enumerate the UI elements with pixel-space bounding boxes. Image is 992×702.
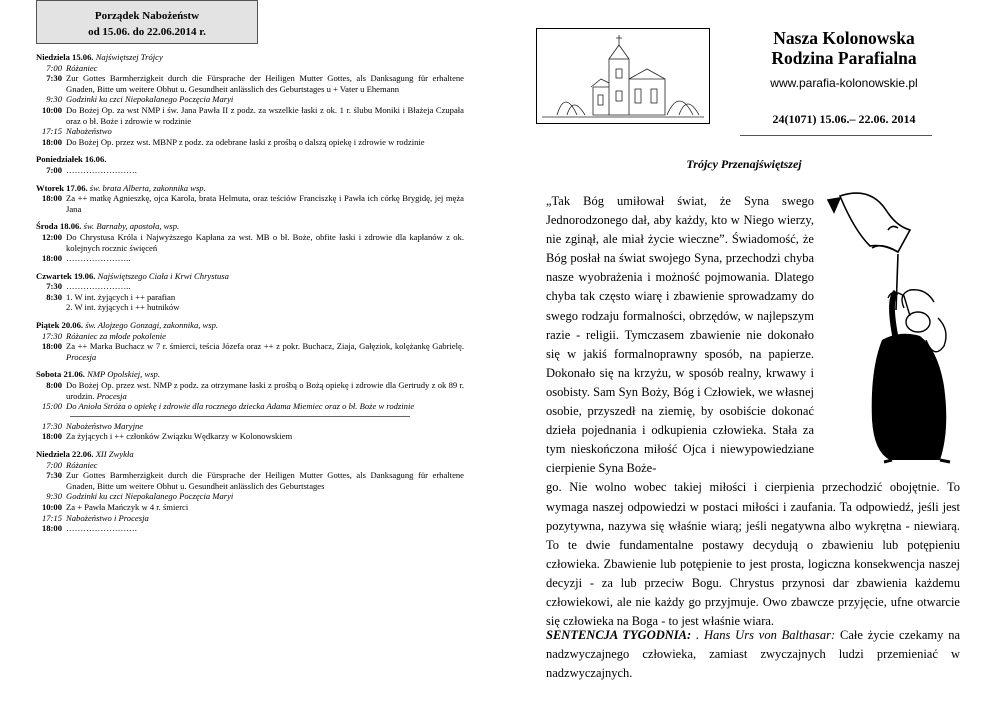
entry-intention bbox=[66, 513, 464, 524]
schedule-entry bbox=[36, 94, 464, 105]
entry-time: 18:00 bbox=[41, 523, 62, 534]
entry-text: Za + Pawła Mańczyk w 4 r. śmierci bbox=[66, 501, 189, 512]
entry-text: ………………….. bbox=[66, 281, 131, 292]
entry-procession-note: Procesja bbox=[96, 390, 127, 401]
entry-text: Nabożeństwo i Procesja bbox=[66, 512, 149, 523]
entry-intention bbox=[66, 523, 464, 534]
entry-time: 7:00 bbox=[46, 62, 62, 73]
schedule-entry bbox=[36, 126, 464, 137]
entry-time: 9:30 bbox=[46, 491, 62, 502]
masthead-divider bbox=[740, 135, 932, 136]
entry-text: ………………….. bbox=[66, 253, 131, 264]
entry-intention bbox=[66, 63, 464, 74]
entry-time: 8:30 bbox=[46, 291, 62, 302]
entry-intention bbox=[66, 165, 464, 176]
day-feast: NMP Opolskiej, wsp. bbox=[87, 369, 160, 380]
schedule-title: Porządek Nabożeństw bbox=[94, 10, 200, 22]
entry-intention bbox=[66, 470, 464, 491]
schedule-entry bbox=[36, 105, 464, 126]
masthead-title-line2: Rodzina Parafialna bbox=[771, 48, 917, 68]
entry-intention bbox=[66, 502, 464, 513]
schedule-day bbox=[36, 183, 464, 215]
feast-title: Trójcy Przenajświętszej bbox=[686, 157, 802, 171]
entry-time: 17:30 bbox=[41, 420, 62, 431]
issue-number: 24(1071) 15.06.– 22.06. 2014 bbox=[772, 112, 916, 126]
entry-text: Do Chrystusa Króla i Najwyższego Kapłana za wst. MB o bł. Boże, obfite łaski i zdrowie dla kapłanów z ok. kolejnych rocznic święceń bbox=[66, 231, 464, 253]
mass-schedule bbox=[36, 0, 464, 534]
schedule-day bbox=[36, 52, 464, 147]
entry-text: Zur Gottes Barmherzigkeit durch die Fürsprache der Heiligen Mutter Gottes, als Danksagung für erhaltene Gnaden, Bitte um weitere Obhut u. Gesundheit anlässlich des Geburtstages bbox=[66, 470, 464, 491]
entry-intention bbox=[66, 137, 464, 148]
schedule-entry bbox=[36, 292, 464, 303]
day-title bbox=[36, 449, 464, 460]
entry-intention bbox=[66, 401, 464, 412]
reflection-text-full: go. Nie wolno wobec takiej miłości i cierpienia przechodzić obojętnie. To wymaga naszej odpowiedzi w postaci miłości i zaufania. Ta odpowiedź, jeśli jest pozytywna, nazywa się właśnie wiarą; jeśli negatywna albo wykrętna - niewiarą. To te dwie fundamentalne postawy decydują o zbawieniu lub potępieniu człowieka. Zbawienie lub potępienie to jest prosta, logiczna konsekwencja naszej decyzji - za lub przeciw Bogu. Chrystus przynosi dar zbawienia każdemu człowiekowi, ale nie każdy go przyjmuje. Owo zbawcze przyjęcie, ufne otwarcie się człowieka na Boga - to jest właśnie wiara. bbox=[546, 480, 960, 629]
entry-time: 18:00 bbox=[41, 193, 62, 204]
entry-text: Do Bożej Op. za wst NMP i św. Jana Pawła II z podz. za wszelkie łaski z ok. 1 r. ślubu Moniki i Błażeja Czupała oraz o bł. Boże i zdrowie w rodzinie bbox=[66, 104, 464, 126]
day-date: Piątek 20.06. bbox=[36, 320, 84, 331]
day-date: Wtorek 17.06. bbox=[36, 182, 88, 193]
church-illustration bbox=[536, 28, 710, 124]
day-feast: Najświętszej Trójcy bbox=[95, 52, 163, 62]
schedule-header bbox=[36, 0, 258, 44]
day-date: Środa 18.06. bbox=[36, 221, 82, 232]
entry-intention bbox=[66, 491, 464, 502]
schedule-entry bbox=[36, 380, 464, 401]
day-feast: św. Barnaby, apostoła, wsp. bbox=[83, 221, 180, 232]
entry-text: Za ++ matkę Agnieszkę, ojca Karola, brata Helmuta, oraz teściów Franciszkę i Pawła ich córkę Brygidę, jej męża Jana bbox=[66, 193, 464, 214]
day-title bbox=[36, 183, 464, 194]
entry-time: 10:00 bbox=[41, 501, 62, 512]
entry-intention bbox=[66, 292, 464, 303]
entry-time: 7:30 bbox=[46, 470, 62, 481]
entry-time: 7:00 bbox=[46, 459, 62, 470]
entry-procession-note: Procesja bbox=[66, 351, 97, 362]
entry-intention bbox=[66, 331, 464, 342]
entry-time: 7:30 bbox=[46, 73, 62, 84]
entry-text: 1. W int. żyjących i ++ parafian bbox=[66, 291, 176, 302]
schedule-entry bbox=[36, 302, 464, 313]
entry-text: Za ++ Marka Buchacz w 7 r. śmierci, teścia Józefa oraz ++ z pokr. Buchacz, Ziaja, Gałęziok, kolężankę Gabrielę. bbox=[66, 341, 464, 352]
schedule-entry bbox=[36, 502, 464, 513]
day-date: Czwartek 19.06. bbox=[36, 270, 96, 281]
entry-intention bbox=[66, 380, 464, 401]
masthead-title-line1: Nasza Kolonowska bbox=[773, 28, 915, 48]
entry-time: 18:00 bbox=[41, 136, 62, 147]
entry-intention bbox=[66, 421, 464, 432]
entry-intention bbox=[66, 232, 464, 253]
entry-intention bbox=[66, 94, 464, 105]
sentence-of-week bbox=[546, 626, 960, 683]
entry-text: Różaniec za młode pokolenie bbox=[66, 330, 166, 341]
schedule-dates: od 15.06. do 22.06.2014 r. bbox=[88, 26, 206, 38]
schedule-entry bbox=[36, 232, 464, 253]
day-feast: XII Zwykła bbox=[95, 449, 134, 459]
schedule-entry bbox=[36, 470, 464, 491]
entry-intention bbox=[66, 281, 464, 292]
masthead bbox=[730, 28, 958, 127]
entry-time: 9:30 bbox=[46, 94, 62, 105]
schedule-entry bbox=[36, 193, 464, 214]
day-feast: św. Alojzego Gonzagi, zakonnika, wsp. bbox=[85, 320, 219, 331]
entry-time: 10:00 bbox=[41, 104, 62, 115]
schedule-entry bbox=[36, 491, 464, 502]
schedule-entry bbox=[36, 165, 464, 176]
schedule-day bbox=[36, 271, 464, 313]
schedule-entry bbox=[36, 460, 464, 471]
entry-text: Zur Gottes Barmherzigkeit durch die Fürsprache der Heiligen Mutter Gottes, als Danksagung für erhaltene Gnaden, Bitte um weitere Obhut u. Gesundheit anlässlich des Geburtstages u + Vater u Ehemann bbox=[66, 73, 464, 94]
entry-text: Różaniec bbox=[66, 62, 98, 73]
entry-intention bbox=[66, 193, 464, 214]
schedule-entry bbox=[36, 431, 464, 442]
entry-intention bbox=[66, 431, 464, 442]
day-feast: Najświętszego Ciała i Krwi Chrystusa bbox=[97, 270, 229, 281]
entry-time bbox=[36, 302, 66, 313]
day-title bbox=[36, 369, 464, 380]
entry-text: ……………………. bbox=[66, 523, 137, 534]
entry-text: Do Bożej Op. przez wst. MBNP z podz. za odebrane łaski z prośbą o dalszą opiekę i zdrowie w rodzinie bbox=[66, 136, 425, 147]
entry-time: 18:00 bbox=[41, 341, 62, 352]
entry-time: 17:30 bbox=[41, 330, 62, 341]
entry-intention bbox=[66, 126, 464, 137]
reflection-article bbox=[546, 192, 960, 631]
schedule-entry bbox=[36, 63, 464, 74]
entry-time: 7:30 bbox=[46, 281, 62, 292]
entry-text: Do Bożej Op. przez wst. NMP z podz. za otrzymane łaski z prośbą o Bożą opiekę i zdrowie dla Gertrudy z ok 89 r. urodzin. bbox=[66, 380, 464, 401]
schedule-day bbox=[36, 449, 464, 534]
entry-text: ……………………. bbox=[66, 164, 137, 175]
entry-text: Godzinki ku czci Niepokalanego Poczęcia Maryi bbox=[66, 491, 234, 502]
entry-time: 8:00 bbox=[46, 380, 62, 391]
entry-text: Za żyjących i ++ członków Związku Wędkarzy w Kolonowskiem bbox=[66, 431, 293, 442]
schedule-entry bbox=[36, 137, 464, 148]
day-date: Sobota 21.06. bbox=[36, 369, 85, 380]
day-title bbox=[36, 320, 464, 331]
entry-time: 7:00 bbox=[46, 164, 62, 175]
reflection-text-wrapped: „Tak Bóg umiłował świat, że Syna swego Jednorodzonego dał, aby każdy, kto w Niego wierzy, nie zginął, ale miał życie wieczne”. Świadomość, że Bóg posłał na świat swojego Syna, przechodzi chyba nasze wyobrażenia i możność pojmowania. Dlatego chyba tak często wiarę i zbawienie sprowadzamy do swego rodzaju formalności, obrzędów, w najlepszym razie - religii. Tymczasem zbawienie nie dokonało się w jakiś formalnoprawny sposób, na papierze. Dokonało się na krzyżu, w sposób realny, krwawy i osobisty. Sam Syn Boży, Bóg i Człowiek, we własnej osobie, przyszedł na ziemię, by osobiście dokonać dzieła pojednania i odkupienia człowieka. Stała za tym nieskończona miłość Ojca i niewypowiedziane cierpienie Syna Boże- bbox=[546, 194, 814, 476]
entry-time: 18:00 bbox=[41, 253, 62, 264]
schedule-days bbox=[36, 52, 464, 534]
sentence-label: SENTENCJA TYGODNIA: bbox=[546, 628, 692, 642]
schedule-day bbox=[36, 221, 464, 263]
entry-text: Nabożeństwo Maryjne bbox=[66, 420, 144, 431]
entry-intention bbox=[66, 105, 464, 126]
sentence-author: . Hans Urs von Balthasar: bbox=[695, 628, 836, 642]
entry-intention bbox=[66, 460, 464, 471]
schedule-entry bbox=[36, 341, 464, 362]
entry-text: Godzinki ku czci Niepokalanego Poczęcia Maryi bbox=[66, 94, 234, 105]
schedule-divider bbox=[70, 416, 410, 417]
entry-text: 2. W int. żyjących i ++ hutników bbox=[66, 302, 180, 313]
entry-intention bbox=[66, 253, 464, 264]
day-date: Niedziela 15.06. bbox=[36, 52, 94, 62]
entry-time: 17:15 bbox=[41, 126, 62, 137]
entry-time: 15:00 bbox=[41, 401, 62, 412]
schedule-entry bbox=[36, 331, 464, 342]
schedule-day bbox=[36, 320, 464, 362]
parish-url[interactable]: www.parafia-kolonowskie.pl bbox=[770, 76, 918, 90]
schedule-entry bbox=[36, 73, 464, 94]
day-date: Poniedziałek 16.06. bbox=[36, 154, 107, 165]
day-date: Niedziela 22.06. bbox=[36, 449, 94, 459]
schedule-entry bbox=[36, 281, 464, 292]
sentence-text: Całe życie czekamy na nadzwyczajnego człowieka, zamiast zwyczajnych ludzi przemieniać w nadzwyczajnych. bbox=[546, 628, 960, 681]
schedule-entry bbox=[36, 523, 464, 534]
day-title bbox=[36, 154, 464, 165]
schedule-day bbox=[36, 369, 464, 442]
entry-time: 18:00 bbox=[41, 431, 62, 442]
entry-intention bbox=[66, 73, 464, 94]
entry-text: Różaniec bbox=[66, 459, 98, 470]
schedule-entry bbox=[36, 401, 464, 412]
entry-intention bbox=[66, 341, 464, 362]
entry-intention bbox=[66, 302, 464, 313]
day-title bbox=[36, 221, 464, 232]
day-title bbox=[36, 271, 464, 282]
schedule-entry bbox=[36, 421, 464, 432]
entry-time: 17:15 bbox=[41, 512, 62, 523]
day-title bbox=[36, 52, 464, 63]
day-feast: św. brata Alberta, zakonnika wsp. bbox=[89, 182, 206, 193]
entry-text: Nabożeństwo bbox=[66, 126, 112, 137]
entry-text: Do Anioła Stróża o opiekę i zdrowie dla rocznego dziecka Adama Miemiec oraz o bł. Boże w rodzinie bbox=[66, 401, 415, 412]
schedule-entry bbox=[36, 513, 464, 524]
schedule-entry bbox=[36, 253, 464, 264]
schedule-day bbox=[36, 154, 464, 175]
entry-time: 12:00 bbox=[41, 231, 62, 242]
